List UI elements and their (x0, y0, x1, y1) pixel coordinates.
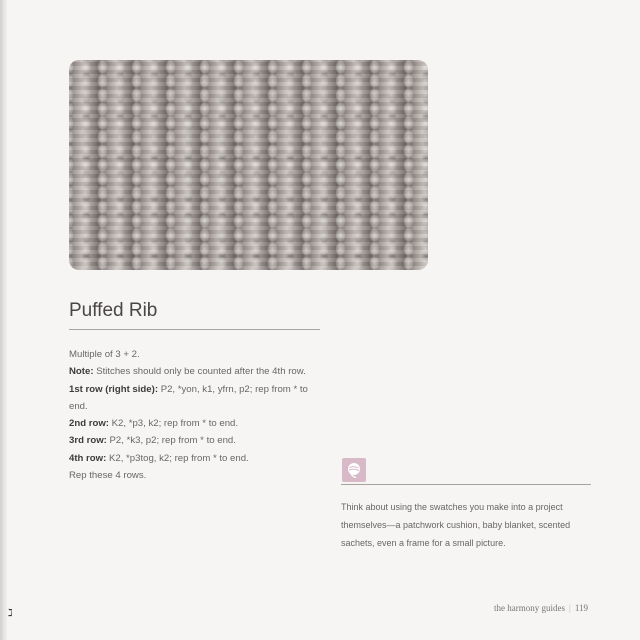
row-4-text: K2, *p3tog, k2; rep from * to end. (108, 452, 249, 464)
row-2-text: K2, *p3, k2; rep from * to end. (111, 418, 239, 430)
row-2 (69, 415, 329, 432)
row-1 (69, 381, 329, 416)
footer-separator: | (569, 603, 571, 613)
series-name: the harmony guides (494, 603, 566, 613)
page-title: Puffed Rib (69, 300, 158, 321)
page-number: 119 (574, 603, 588, 613)
row-3-label: 3rd row: (69, 435, 107, 447)
note-text: Stitches should only be counted after the 4th row. (96, 366, 306, 378)
row-1-label: 1st row (right side): (69, 383, 159, 395)
multiple-text: Multiple of 3 + 2. (69, 349, 140, 360)
knitted-swatch-image (69, 60, 428, 270)
row-3 (69, 432, 329, 449)
note-label: Note: (69, 366, 94, 378)
row-4 (69, 450, 329, 467)
pattern-instructions (69, 346, 329, 484)
note-line (69, 363, 329, 380)
tip-text: Think about using the swatches you make into a project themselves—a patchwork cushion, baby blanket, scented sachets, even a frame for a small picture. (341, 502, 571, 548)
repeat-text: Rep these 4 rows. (69, 470, 147, 482)
page-footer (494, 603, 588, 613)
book-spine-shadow (0, 0, 7, 640)
row-2-label: 2nd row: (69, 418, 109, 430)
title-divider (69, 329, 320, 330)
tip-divider (341, 484, 591, 485)
row-1-text: P2, *yon, k1, yfrn, p2; rep from * to end. (69, 383, 308, 412)
corner-mark: ℷ (8, 608, 13, 619)
row-4-label: 4th row: (69, 452, 107, 464)
row-3-text: P2, *k3, p2; rep from * to end. (109, 435, 236, 447)
yarn-ball-icon (342, 458, 366, 482)
